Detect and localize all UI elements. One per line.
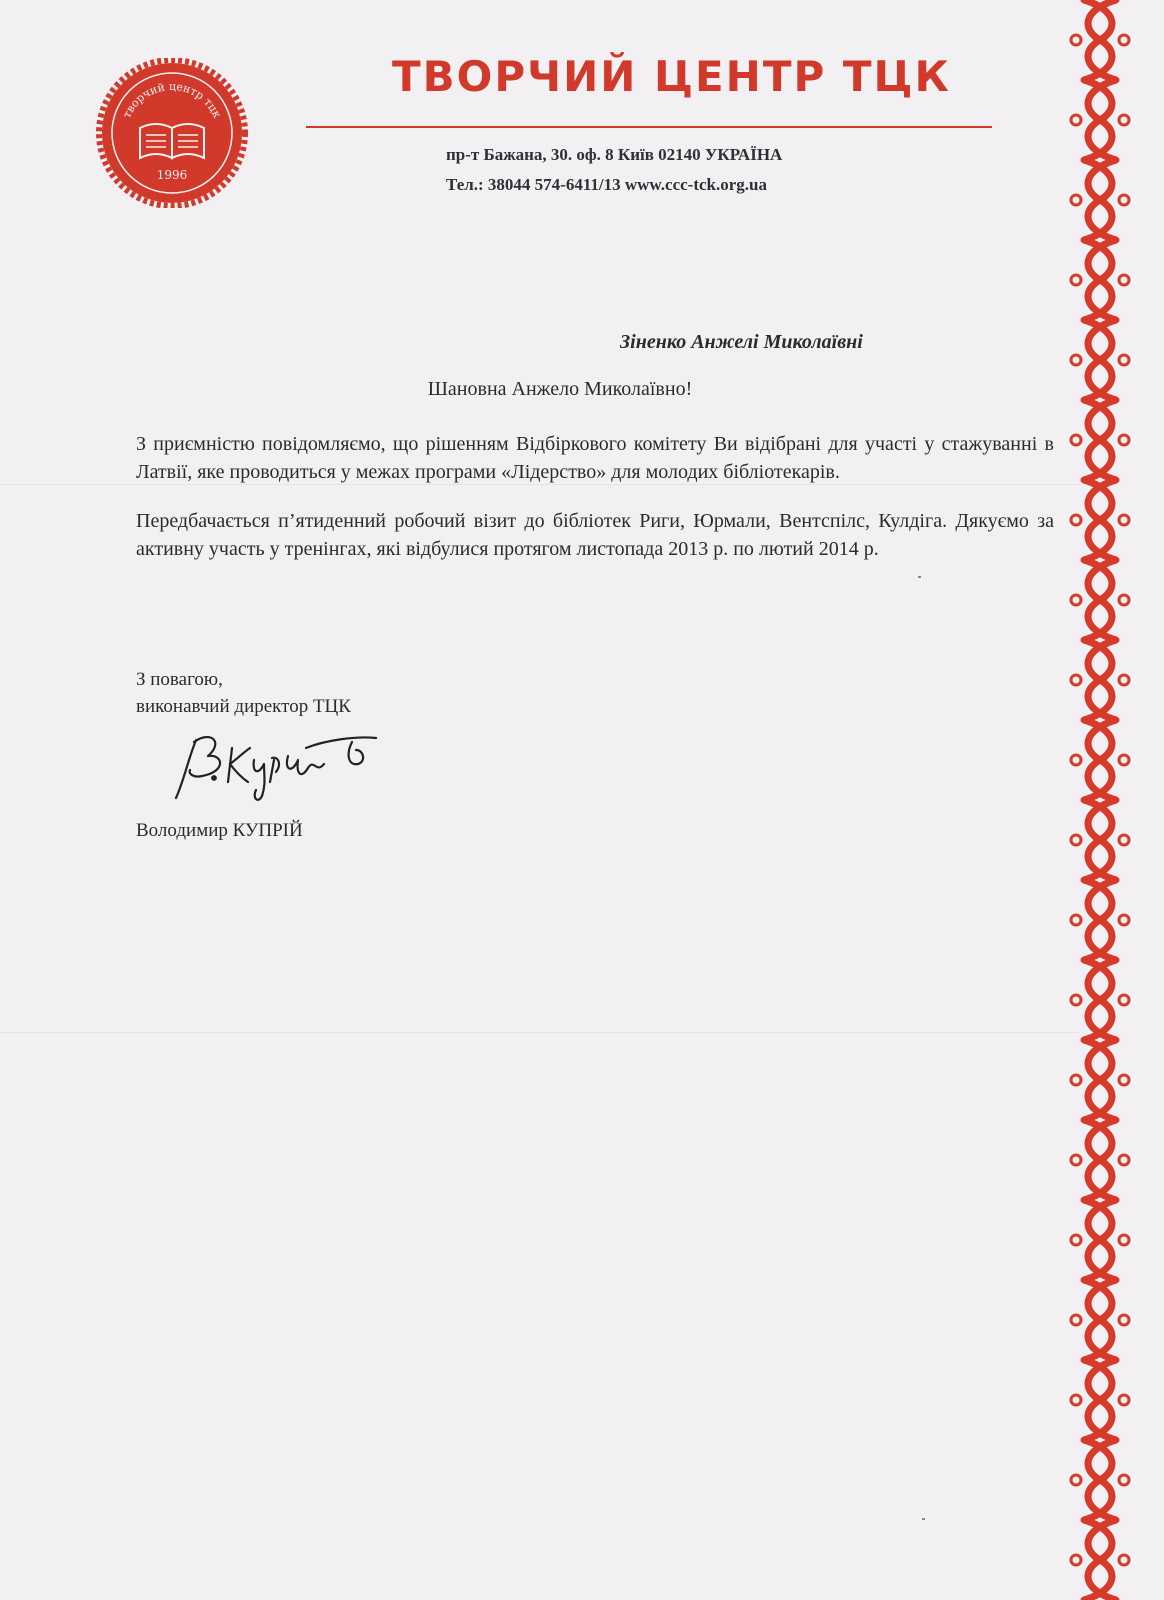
seal-year: 1996 [156,168,188,182]
organization-seal-logo [92,58,252,208]
organization-phone-website: Тел.: 38044 574-6411/13 www.ccc-tck.org.ua [446,175,767,194]
organization-address: пр-т Бажана, 30. оф. 8 Київ 02140 УКРАЇНА [446,145,783,164]
paper-speck [922,1518,925,1520]
closing-regards: З повагою, [136,669,223,690]
paper-speck [918,576,921,578]
decorative-border [1066,0,1134,1600]
letter-paragraph-1: З приємністю повідомляємо, що рішенням Відбіркового комітету Ви відібрані для участі у стажуванні в Латвії, яке проводиться у межах програми «Лідерство» для молодих бібліотекарів. [136,433,1054,483]
fold-line-bottom [0,1032,1080,1033]
handwritten-signature [166,720,396,810]
closing-block [136,666,351,720]
header-rule [306,126,992,128]
salutation: Шановна Анжело Миколаївно! [427,378,693,400]
signer-name: Володимир КУПРІЙ [136,820,303,841]
recipient-name: Зіненко Анжелі Миколаївні [620,331,863,353]
signer-position: виконавчий директор ТЦК [136,696,351,717]
organization-name: ТВОРЧИЙ ЦЕНТР ТЦК [392,52,951,101]
seal-text: творчий центр тцк [120,79,224,121]
letter-paragraph-2: Передбачається п’ятиденний робочий візит до бібліотек Риги, Юрмали, Вентспілс, Кулдіга. Дякуємо за активну участь у тренінгах, які відбулися протягом листопада 2013 р. по лютий 2014 р. [136,510,1054,560]
